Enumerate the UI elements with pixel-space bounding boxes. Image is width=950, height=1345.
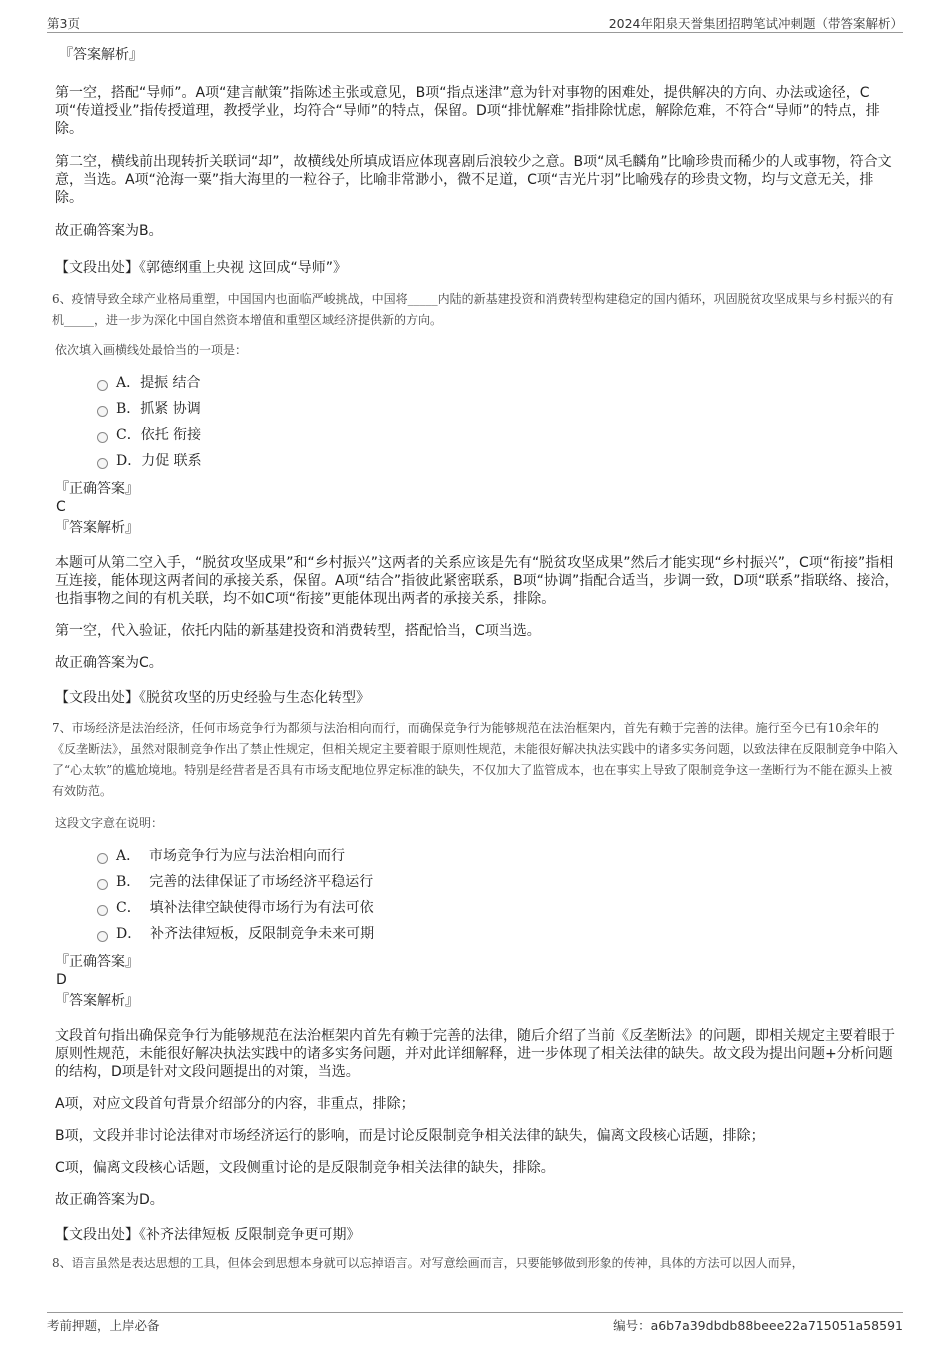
analysis-paragraph: A项，对应文段首句背景介绍部分的内容，非重点，排除； xyxy=(55,1096,415,1112)
answer-conclusion: 故正确答案为C。 xyxy=(55,655,163,671)
question-stem: 6、疫情导致全球产业格局重塑，中国国内也面临严峻挑战，中国将_____内陆的新基建投资和消费转型构建稳定的国内循环，巩固脱贫攻坚成果与乡村振兴的有机_____，进一步为深化中国自然资本增值和重塑区域经济提供新的方向。 xyxy=(52,292,894,327)
option-d[interactable]: D． 补齐法律短板，反限制竞争未来可期 xyxy=(55,921,900,947)
answer-conclusion: 故正确答案为B。 xyxy=(55,223,163,239)
source-citation: 【文段出处】《补齐法律短板 反限制竞争更可期》 xyxy=(55,1227,361,1243)
radio-icon[interactable] xyxy=(97,879,108,890)
correct-answer: D xyxy=(56,972,67,988)
footer-slogan: 考前押题，上岸必备 xyxy=(47,1318,160,1333)
question-prompt: 这段文字意在说明： xyxy=(55,816,164,830)
option-a[interactable]: A．提振 结合 xyxy=(55,370,900,396)
analysis-paragraph: C项，偏离文段核心话题，文段侧重讨论的是反限制竞争相关法律的缺失，排除。 xyxy=(55,1160,555,1176)
radio-icon[interactable] xyxy=(97,380,108,391)
question-stem: 7、市场经济是法治经济，任何市场竞争行为都须与法治相向而行，而确保竞争行为能够规范在法治框架内，首先有赖于完善的法律。施行至今已有10余年的《反垄断法》，虽然对限制竞争作出了禁止性规定，但相关规定主要着眼于原则性规范，未能很好解决执法实践中的诸多实务问题，以致法律在反限制竞争中陷入了“心太软”的尴尬境地。特别是经营者是否具有市场支配地位界定标准的缺失，不仅加大了监管成本，也在事实上导致了限制竞争这一垄断行为不能在源头上被有效防范。 xyxy=(52,721,899,798)
analysis-label: 『答案解析』 xyxy=(55,993,139,1009)
document-code: 编号：a6b7a39dbdb88beee22a715051a58591 xyxy=(613,1318,903,1333)
document-title: 2024年阳泉天誉集团招聘笔试冲刺题（带答案解析） xyxy=(608,16,903,31)
radio-icon[interactable] xyxy=(97,853,108,864)
answer-conclusion: 故正确答案为D。 xyxy=(55,1192,164,1208)
analysis-paragraph: 文段首句指出确保竞争行为能够规范在法治框架内首先有赖于完善的法律，随后介绍了当前《反垄断法》的问题，即相关规定主要着眼于原则性规范，未能很好解决执法实践中的诸多实务问题，并对此详细解释，进一步体现了相关法律的缺失。故文段为提出问题+分析问题的结构，D项是针对文段问题提出的对策，当选。 xyxy=(55,1028,895,1080)
correct-answer: C xyxy=(56,499,66,515)
radio-icon[interactable] xyxy=(97,905,108,916)
page-footer xyxy=(47,1312,903,1337)
analysis-paragraph: B项，文段并非讨论法律对市场经济运行的影响，而是讨论反限制竞争相关法律的缺失，偏离文段核心话题，排除； xyxy=(55,1128,765,1144)
correct-answer-label: 『正确答案』 xyxy=(55,954,139,970)
question-stem: 8、语言虽然是表达思想的工具，但体会到思想本身就可以忘掉语言。对写意绘画而言，只要能够做到形象的传神，具体的方法可以因人而异， xyxy=(52,1256,804,1270)
question-prompt: 依次填入画横线处最恰当的一项是： xyxy=(55,343,248,357)
analysis-label: 『答案解析』 xyxy=(59,47,143,63)
source-citation: 【文段出处】《脱贫攻坚的历史经验与生态化转型》 xyxy=(55,690,370,706)
radio-icon[interactable] xyxy=(97,931,108,942)
page-number: 第3页 xyxy=(47,16,80,31)
option-b[interactable]: B． 完善的法律保证了市场经济平稳运行 xyxy=(55,869,900,895)
option-a[interactable]: A． 市场竞争行为应与法治相向而行 xyxy=(55,843,900,869)
analysis-paragraph: 第一空，代入验证，依托内陆的新基建投资和消费转型，搭配恰当，C项当选。 xyxy=(55,623,541,639)
correct-answer-label: 『正确答案』 xyxy=(55,481,139,497)
analysis-paragraph: 本题可从第二空入手，“脱贫攻坚成果”和“乡村振兴”这两者的关系应该是先有“脱贫攻坚成果”然后才能实现“乡村振兴”，C项“衔接”指相互连接，能体现这两者间的承接关系，保留。A项“结合”指彼此紧密联系，B项“协调”指配合适当，步调一致，D项“联系”指联络、接洽，也指事物之间的有机关联，均不如C项“衔接”更能体现出两者的承接关系，排除。 xyxy=(55,555,899,607)
option-c[interactable]: C．依托 衔接 xyxy=(55,422,900,448)
source-citation: 【文段出处】《郭德纲重上央视 这回成“导师”》 xyxy=(55,260,347,276)
option-list xyxy=(55,843,900,947)
radio-icon[interactable] xyxy=(97,432,108,443)
option-list xyxy=(55,370,900,474)
analysis-label: 『答案解析』 xyxy=(55,520,139,536)
option-c[interactable]: C． 填补法律空缺使得市场行为有法可依 xyxy=(55,895,900,921)
analysis-paragraph: 第二空，横线前出现转折关联词“却”，故横线处所填成语应体现喜剧后浪较少之意。B项“凤毛麟角”比喻珍贵而稀少的人或事物，符合文意，当选。A项“沧海一粟”指大海里的一粒谷子，比喻非常渺小，微不足道，C项“吉光片羽”比喻残存的珍贵文物，均与文意无关，排除。 xyxy=(55,154,892,206)
page-header xyxy=(47,10,903,33)
analysis-paragraph: 第一空，搭配“导师”。A项“建言献策”指陈述主张或意见，B项“指点迷津”意为针对事物的困难处，提供解决的方向、办法或途径，C项“传道授业”指传授道理，教授学业，均符合“导师”的特点，保留。D项“排忧解难”指排除忧虑，解除危难，不符合“导师”的特点，排除。 xyxy=(55,85,880,137)
radio-icon[interactable] xyxy=(97,406,108,417)
option-d[interactable]: D．力促 联系 xyxy=(55,448,900,474)
document-body xyxy=(52,40,900,1274)
radio-icon[interactable] xyxy=(97,458,108,469)
option-b[interactable]: B．抓紧 协调 xyxy=(55,396,900,422)
